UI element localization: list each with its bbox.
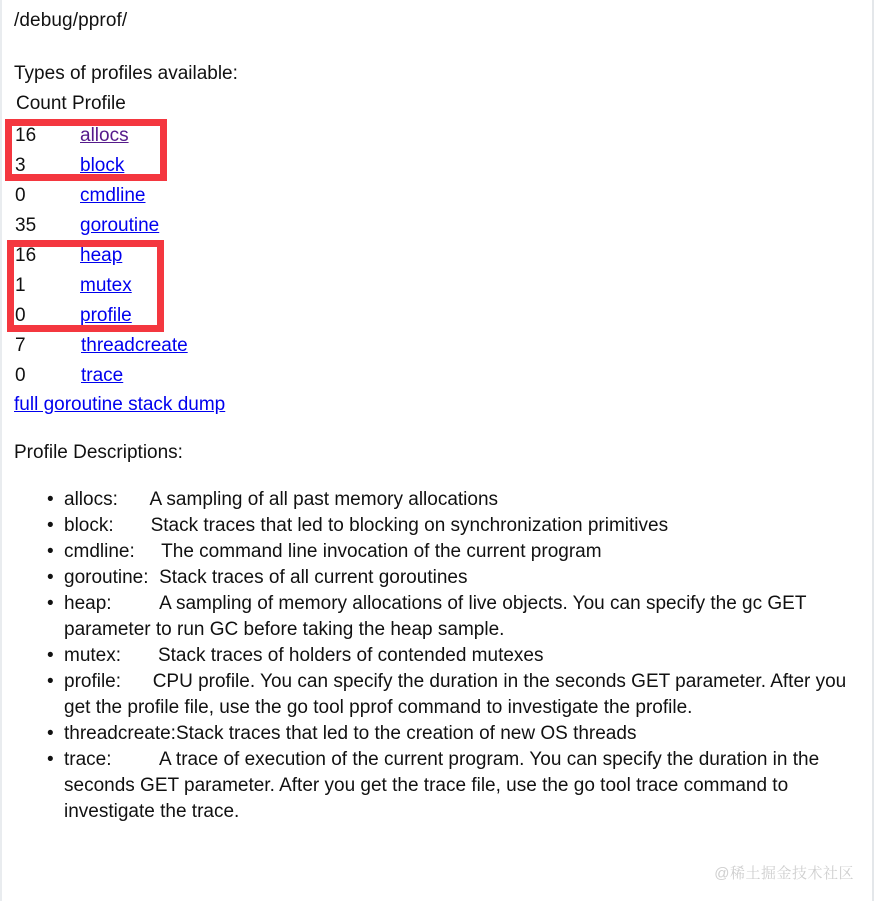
- profile-row: [2, 181, 874, 211]
- description-item: [2, 643, 874, 669]
- profile-row: [2, 211, 874, 241]
- description-label: mutex:: [64, 645, 158, 666]
- profile-row: [2, 121, 874, 151]
- profile-row: [2, 271, 874, 301]
- description-item: [2, 669, 874, 721]
- bullet-icon: •: [47, 515, 54, 536]
- description-label: heap:: [64, 593, 160, 614]
- profile-count: 35: [15, 215, 37, 236]
- profile-link-mutex[interactable]: mutex: [80, 275, 132, 296]
- description-label: threadcreate:: [64, 723, 176, 744]
- bullet-icon: •: [47, 723, 54, 744]
- description-text: A sampling of memory allocations of live objects. You can specify the gc GET parameter to run GC before taking the heap sample.: [64, 593, 807, 640]
- description-item: [2, 591, 874, 643]
- profile-row: [2, 301, 874, 331]
- profile-count: 7: [15, 335, 26, 356]
- watermark: @稀土掘金技术社区: [714, 865, 854, 882]
- types-of-profiles-heading: Types of profiles available:: [14, 63, 238, 84]
- profile-count: 0: [15, 365, 26, 386]
- bullet-icon: •: [47, 749, 54, 770]
- description-text: CPU profile. You can specify the duration in the seconds GET parameter. After you get the profile file, use the go tool pprof command to investigate the profile.: [64, 671, 847, 718]
- profile-count: 3: [15, 155, 26, 176]
- profile-link-threadcreate[interactable]: threadcreate: [81, 335, 188, 356]
- profile-count: 1: [15, 275, 26, 296]
- bullet-icon: •: [47, 593, 54, 614]
- profile-link-block[interactable]: block: [80, 155, 125, 176]
- description-label: profile:: [64, 671, 153, 692]
- profile-descriptions-heading: Profile Descriptions:: [14, 442, 183, 463]
- description-label: trace:: [64, 749, 160, 770]
- description-text: A sampling of all past memory allocations: [149, 489, 499, 510]
- description-item: [2, 487, 874, 513]
- bullet-icon: •: [47, 671, 54, 692]
- profile-row: [2, 241, 874, 271]
- profile-link-profile[interactable]: profile: [80, 305, 132, 326]
- description-item: [2, 539, 874, 565]
- bullet-icon: •: [47, 645, 54, 666]
- description-text: Stack traces of holders of contended mutexes: [157, 645, 544, 666]
- profile-count: 0: [15, 305, 26, 326]
- profile-row: [2, 151, 874, 181]
- bullet-icon: •: [47, 541, 54, 562]
- bullet-icon: •: [47, 567, 54, 588]
- page-title: /debug/pprof/: [14, 10, 128, 31]
- profile-descriptions-list: [2, 487, 874, 825]
- description-label: goroutine:: [64, 567, 160, 588]
- description-item: [2, 747, 874, 825]
- profile-count: 16: [15, 245, 37, 266]
- profile-link-allocs[interactable]: allocs: [80, 125, 129, 146]
- profile-table-header: Count Profile: [16, 93, 126, 114]
- profile-link-heap[interactable]: heap: [80, 245, 123, 266]
- description-item: [2, 565, 874, 591]
- description-item: [2, 513, 874, 539]
- description-label: block:: [64, 515, 151, 536]
- profile-list: [2, 121, 874, 391]
- profile-link-cmdline[interactable]: cmdline: [80, 185, 146, 206]
- description-item: [2, 721, 874, 747]
- profile-count: 16: [15, 125, 37, 146]
- profile-row: [2, 331, 874, 361]
- profile-link-goroutine[interactable]: goroutine: [80, 215, 160, 236]
- profile-row: [2, 361, 874, 391]
- description-text: Stack traces that led to blocking on synchronization primitives: [150, 515, 669, 536]
- full-goroutine-stack-dump-link[interactable]: full goroutine stack dump: [14, 394, 226, 415]
- description-label: allocs:: [64, 489, 150, 510]
- description-text: Stack traces of all current goroutines: [159, 567, 468, 588]
- profile-link-trace[interactable]: trace: [81, 365, 124, 386]
- description-label: cmdline:: [64, 541, 162, 562]
- description-text: The command line invocation of the current program: [161, 541, 602, 562]
- profile-count: 0: [15, 185, 26, 206]
- bullet-icon: •: [47, 489, 54, 510]
- description-text: A trace of execution of the current program. You can specify the duration in the seconds GET parameter. After you get the trace file, use the go tool trace command to investigate the trace.: [64, 749, 820, 822]
- description-text: Stack traces that led to the creation of new OS threads: [175, 723, 637, 744]
